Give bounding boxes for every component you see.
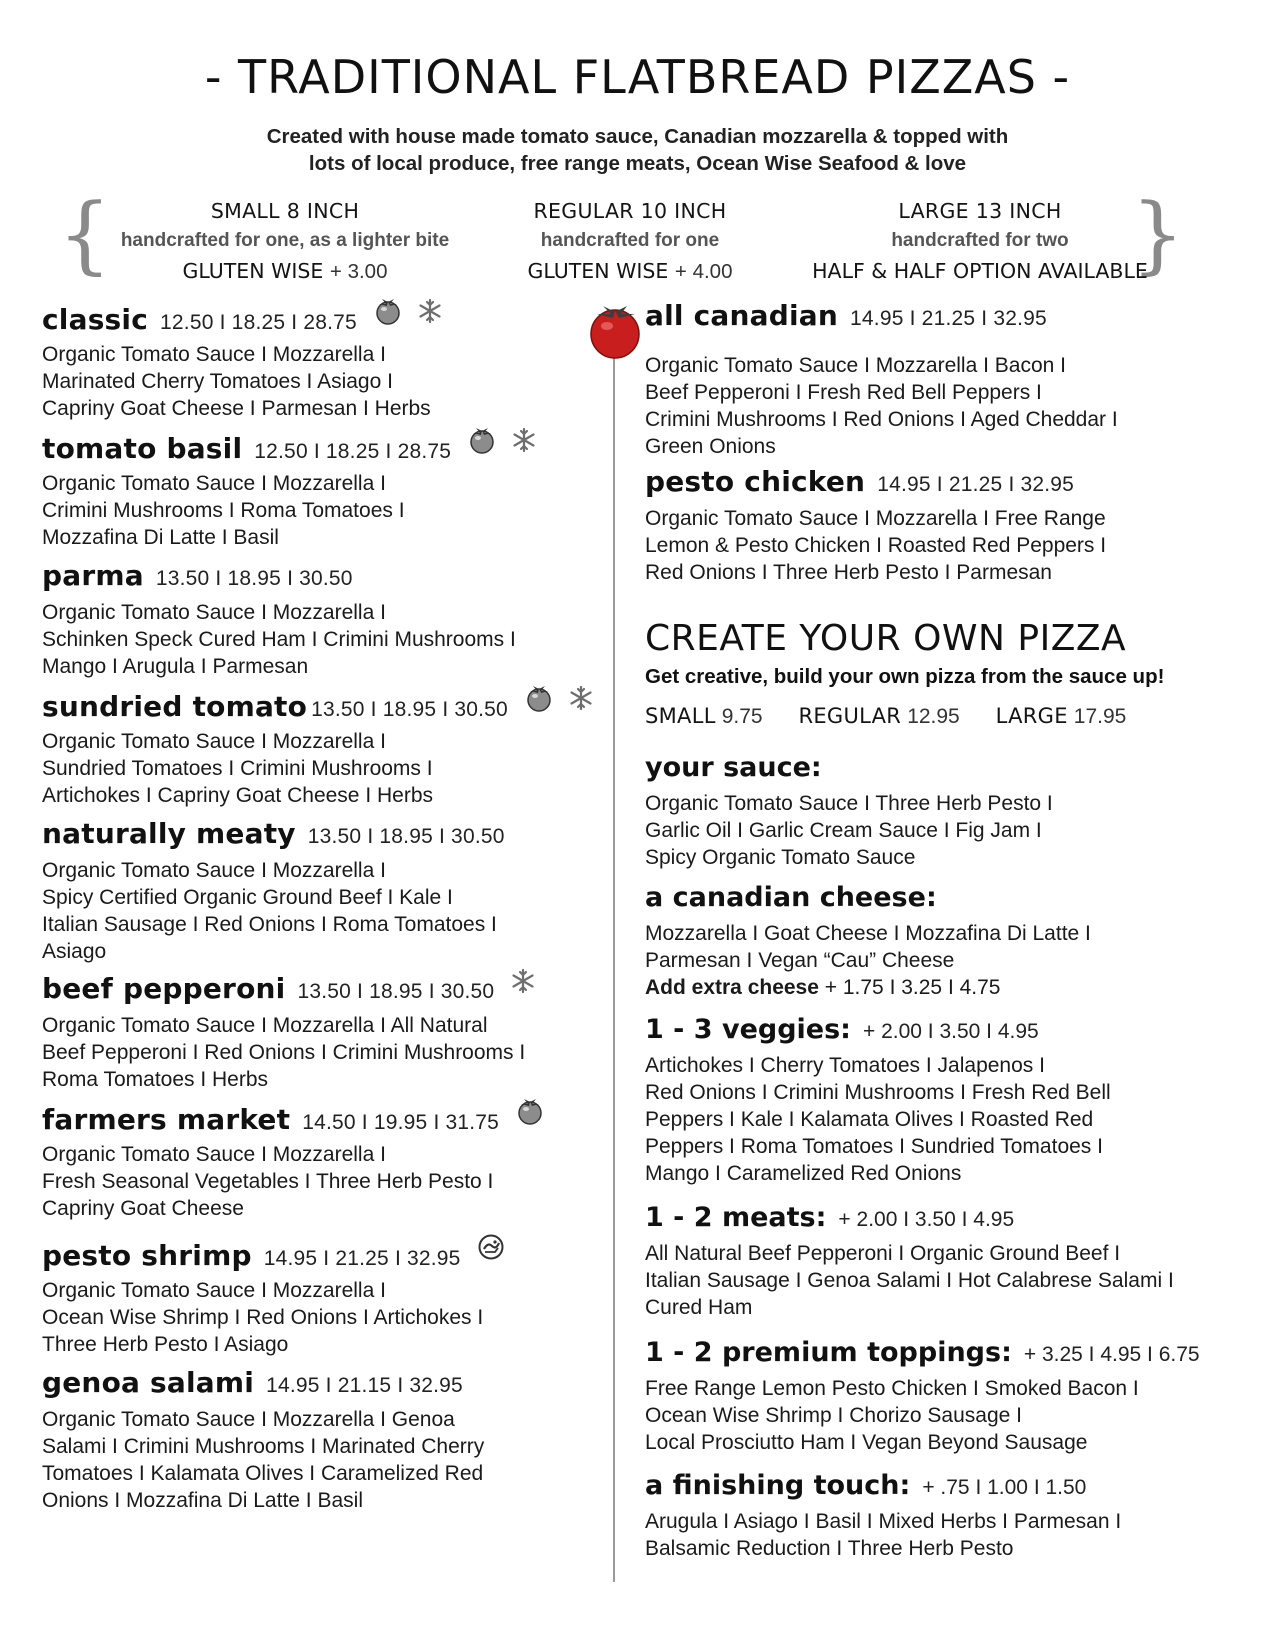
item-line: Green Onions (645, 435, 776, 458)
create-your-own-subtitle: Get creative, build your own pizza from the sauce up! (645, 665, 1165, 688)
snowflake-icon (510, 968, 536, 994)
item-header (42, 688, 594, 728)
item-name: beef pepperoni (42, 972, 286, 1005)
size-name: REGULAR 10 INCH (533, 199, 727, 223)
item-header (645, 465, 1106, 505)
section-name: a canadian cheese: (645, 882, 937, 913)
section-description (645, 1052, 1111, 1187)
item-prices: 13.50 I 18.95 I 30.50 (311, 698, 508, 721)
snowflake-icon (511, 427, 537, 453)
item-description (42, 341, 443, 422)
section-line: Cured Ham (645, 1296, 753, 1319)
item-name: farmers market (42, 1103, 291, 1136)
item-line: Red Onions I Three Herb Pesto I Parmesan (645, 561, 1052, 584)
size-regular (480, 197, 780, 287)
item-description (645, 352, 1118, 460)
item-description (42, 470, 537, 551)
item-line: Organic Tomato Sauce I Mozzarella I Bacon I (645, 354, 1066, 377)
size-extra (480, 256, 780, 287)
cyo-section-premium-toppings (645, 1337, 1200, 1456)
section-line: Arugula I Asiago I Basil I Mixed Herbs I Parmesan I (645, 1510, 1122, 1533)
section-header (645, 1014, 1111, 1052)
tomato-icon (467, 426, 497, 454)
item-line: Organic Tomato Sauce I Mozzarella I Genoa (42, 1408, 455, 1431)
item-icons (510, 968, 536, 994)
tomato-icon (515, 1097, 545, 1125)
extra-cheese-label: Add extra cheese (645, 976, 819, 999)
section-header (645, 1202, 1174, 1240)
section-line: Parmesan I Vegan “Cau” Cheese (645, 949, 955, 972)
item-line: Capriny Goat Cheese (42, 1197, 244, 1220)
column-divider (613, 356, 615, 1582)
item-prices: 14.95 I 21.25 I 32.95 (877, 473, 1075, 496)
section-prices: + 2.00 I 3.50 I 4.95 (862, 1020, 1039, 1043)
size-name: SMALL 8 INCH (210, 199, 360, 223)
item-icons (524, 684, 594, 712)
section-header (645, 752, 1053, 790)
item-icons (373, 297, 443, 325)
item-line: Asiago (42, 940, 107, 963)
item-name: pesto shrimp (42, 1239, 252, 1272)
gluten-wise-label: GLUTEN WISE (527, 259, 669, 283)
page-title: - TRADITIONAL FLATBREAD PIZZAS - (204, 50, 1071, 104)
section-line: Red Onions I Crimini Mushrooms I Fresh Red Bell (645, 1081, 1111, 1104)
item-name: tomato basil (42, 432, 243, 465)
extra-cheese-prices: + 1.75 I 3.25 I 4.75 (824, 976, 1001, 999)
item-prices: 12.50 I 18.25 I 28.75 (254, 440, 452, 463)
section-description (645, 790, 1053, 871)
section-line: Organic Tomato Sauce I Three Herb Pesto I (645, 792, 1053, 815)
cyo-section-meats (645, 1202, 1174, 1321)
gluten-wise-label: GLUTEN WISE (182, 259, 324, 283)
section-name: 1 - 3 veggies: (645, 1014, 851, 1045)
item-line: Three Herb Pesto I Asiago (42, 1333, 289, 1356)
ocean-wise-icon (477, 1233, 505, 1261)
snowflake-icon (568, 685, 594, 711)
item-header (42, 559, 516, 599)
item-line: Mango I Arugula I Parmesan (42, 655, 309, 678)
item-description (42, 857, 505, 965)
cyo-size-price: 9.75 (721, 705, 763, 728)
menu-item-tomato-basil (42, 430, 537, 551)
item-line: Spicy Certified Organic Ground Beef I Kale I (42, 886, 453, 909)
item-name: all canadian (645, 299, 839, 332)
section-prices: + 3.25 I 4.95 I 6.75 (1023, 1343, 1200, 1366)
item-line: Schinken Speck Cured Ham I Crimini Mushrooms I (42, 628, 516, 651)
section-line: Spicy Organic Tomato Sauce (645, 846, 916, 869)
tomato-icon (524, 684, 554, 712)
item-header (42, 972, 536, 1012)
item-line: Roma Tomatoes I Herbs (42, 1068, 269, 1091)
size-note: handcrafted for one (540, 230, 720, 251)
item-prices: 12.50 I 18.25 I 28.75 (160, 311, 357, 334)
cyo-section-sauce (645, 752, 1053, 871)
item-line: Crimini Mushrooms I Roma Tomatoes I (42, 499, 405, 522)
section-line: Italian Sausage I Genoa Salami I Hot Calabrese Salami I (645, 1269, 1174, 1292)
menu-item-farmers-market (42, 1101, 545, 1222)
cyo-size-label: LARGE (995, 704, 1068, 728)
item-description (42, 1406, 484, 1514)
item-line: Organic Tomato Sauce I Mozzarella I (42, 1143, 386, 1166)
section-prices: + 2.00 I 3.50 I 4.95 (838, 1208, 1015, 1231)
cyo-section-cheese (645, 882, 1091, 1001)
menu-item-pesto-chicken (645, 465, 1106, 586)
extra-cheese-line (645, 974, 1091, 1001)
item-line: Marinated Cherry Tomatoes I Asiago I (42, 370, 393, 393)
menu-item-beef-pepperoni (42, 972, 536, 1093)
section-line: Artichokes I Cherry Tomatoes I Jalapenos I (645, 1054, 1045, 1077)
item-line: Organic Tomato Sauce I Mozzarella I (42, 343, 386, 366)
item-description (42, 1141, 545, 1222)
item-line: Mozzafina Di Latte I Basil (42, 526, 279, 549)
item-prices: 14.95 I 21.25 I 32.95 (263, 1247, 461, 1270)
section-name: a finishing touch: (645, 1470, 911, 1501)
size-note: handcrafted for one, as a lighter bite (120, 230, 450, 251)
item-description (645, 505, 1106, 586)
item-name: sundried tomato (42, 690, 308, 723)
size-extra (100, 256, 470, 287)
section-line: Ocean Wise Shrimp I Chorizo Sausage I (645, 1404, 1022, 1427)
item-prices: 13.50 I 18.95 I 30.50 (307, 825, 505, 848)
item-line: Onions I Mozzafina Di Latte I Basil (42, 1489, 363, 1512)
item-prices: 13.50 I 18.95 I 30.50 (297, 980, 495, 1003)
item-name: classic (42, 303, 149, 336)
item-prices: 13.50 I 18.95 I 30.50 (155, 567, 353, 590)
cyo-size-label: REGULAR (798, 704, 902, 728)
item-line: Fresh Seasonal Vegetables I Three Herb Pesto I (42, 1170, 494, 1193)
item-header (42, 817, 505, 857)
item-icons (477, 1233, 505, 1261)
item-line: Capriny Goat Cheese I Parmesan I Herbs (42, 397, 431, 420)
section-description (645, 1240, 1174, 1321)
size-small (100, 197, 470, 287)
cyo-size-label: SMALL (645, 704, 716, 728)
section-header (645, 1470, 1121, 1508)
item-line: Ocean Wise Shrimp I Red Onions I Artichokes I (42, 1306, 484, 1329)
menu-item-classic (42, 301, 443, 422)
item-header (42, 1237, 505, 1277)
item-description (42, 1277, 505, 1358)
section-line: Peppers I Kale I Kalamata Olives I Roasted Red (645, 1108, 1094, 1131)
section-description (645, 1508, 1121, 1562)
item-line: Beef Pepperoni I Red Onions I Crimini Mushrooms I (42, 1041, 526, 1064)
item-line: Tomatoes I Kalamata Olives I Caramelized Red (42, 1462, 484, 1485)
section-prices: + .75 I 1.00 I 1.50 (922, 1476, 1087, 1499)
menu-item-naturally-meaty (42, 817, 505, 965)
item-name: genoa salami (42, 1366, 255, 1399)
menu-item-pesto-shrimp (42, 1237, 505, 1358)
section-header (645, 1337, 1200, 1375)
section-line: Free Range Lemon Pesto Chicken I Smoked Bacon I (645, 1377, 1139, 1400)
item-header (645, 299, 1118, 352)
item-header (42, 430, 537, 470)
tomato-badge-icon (585, 300, 645, 360)
cyo-size-price: 17.95 (1073, 705, 1127, 728)
right-brace: } (1131, 185, 1185, 283)
section-name: 1 - 2 premium toppings: (645, 1337, 1012, 1368)
subtitle-line: lots of local produce, free range meats, Ocean Wise Seafood & love (308, 152, 967, 175)
item-line: Sundried Tomatoes I Crimini Mushrooms I (42, 757, 433, 780)
section-name: your sauce: (645, 752, 822, 783)
gluten-wise-price: + 4.00 (674, 260, 733, 283)
left-brace: { (58, 185, 112, 283)
section-line: Mango I Caramelized Red Onions (645, 1162, 962, 1185)
item-description (42, 1012, 536, 1093)
item-name: pesto chicken (645, 465, 866, 498)
item-name: naturally meaty (42, 817, 296, 850)
item-line: Organic Tomato Sauce I Mozzarella I (42, 1279, 386, 1302)
half-half-label: HALF & HALF OPTION AVAILABLE (812, 259, 1148, 283)
section-description (645, 1375, 1200, 1456)
tomato-icon (373, 297, 403, 325)
item-icons (467, 426, 537, 454)
item-line: Organic Tomato Sauce I Mozzarella I (42, 859, 386, 882)
item-prices: 14.95 I 21.15 I 32.95 (266, 1374, 463, 1397)
create-your-own-sizes (645, 704, 1156, 729)
item-line: Organic Tomato Sauce I Mozzarella I (42, 730, 386, 753)
item-line: Crimini Mushrooms I Red Onions I Aged Cheddar I (645, 408, 1118, 431)
menu-item-genoa-salami (42, 1366, 484, 1514)
size-name: LARGE 13 INCH (898, 199, 1062, 223)
cyo-section-finishing-touch (645, 1470, 1121, 1562)
section-line: Local Prosciutto Ham I Vegan Beyond Sausage (645, 1431, 1088, 1454)
section-description (645, 920, 1091, 1001)
snowflake-icon (417, 298, 443, 324)
item-line: Artichokes I Capriny Goat Cheese I Herbs (42, 784, 434, 807)
size-note: handcrafted for two (891, 230, 1069, 251)
cyo-size-price: 12.95 (907, 705, 960, 728)
item-line: Italian Sausage I Red Onions I Roma Tomatoes I (42, 913, 497, 936)
item-description (42, 599, 516, 680)
section-line: Balsamic Reduction I Three Herb Pesto (645, 1537, 1014, 1560)
cyo-section-veggies (645, 1014, 1111, 1187)
menu-item-sundried-tomato (42, 688, 594, 809)
item-line: Organic Tomato Sauce I Mozzarella I All Natural (42, 1014, 488, 1037)
page-subtitle (0, 123, 1275, 177)
menu-item-all-canadian (645, 299, 1118, 460)
section-line: Peppers I Roma Tomatoes I Sundried Tomatoes I (645, 1135, 1103, 1158)
item-line: Beef Pepperoni I Fresh Red Bell Peppers I (645, 381, 1042, 404)
section-line: All Natural Beef Pepperoni I Organic Ground Beef I (645, 1242, 1121, 1265)
section-header (645, 882, 1091, 920)
item-icons (515, 1097, 545, 1125)
item-line: Organic Tomato Sauce I Mozzarella I (42, 601, 386, 624)
item-description (42, 728, 594, 809)
item-line: Organic Tomato Sauce I Mozzarella I (42, 472, 386, 495)
section-line: Mozzarella I Goat Cheese I Mozzafina Di Latte I (645, 922, 1091, 945)
menu-item-parma (42, 559, 516, 680)
item-prices: 14.95 I 21.25 I 32.95 (850, 307, 1047, 330)
size-extra (780, 256, 1180, 286)
section-line: Garlic Oil I Garlic Cream Sauce I Fig Jam I (645, 819, 1042, 842)
item-header (42, 1101, 545, 1141)
gluten-wise-price: + 3.00 (329, 260, 388, 283)
item-prices: 14.50 I 19.95 I 31.75 (302, 1111, 500, 1134)
item-line: Organic Tomato Sauce I Mozzarella I Free Range (645, 507, 1106, 530)
item-header (42, 301, 443, 341)
section-name: 1 - 2 meats: (645, 1202, 827, 1233)
subtitle-line: Created with house made tomato sauce, Canadian mozzarella & topped with (266, 125, 1009, 148)
item-line: Salami I Crimini Mushrooms I Marinated Cherry (42, 1435, 485, 1458)
size-large (780, 197, 1180, 286)
item-header (42, 1366, 484, 1406)
item-name: parma (42, 559, 144, 592)
item-line: Lemon & Pesto Chicken I Roasted Red Peppers I (645, 534, 1107, 557)
create-your-own-title: CREATE YOUR OWN PIZZA (645, 618, 1127, 659)
